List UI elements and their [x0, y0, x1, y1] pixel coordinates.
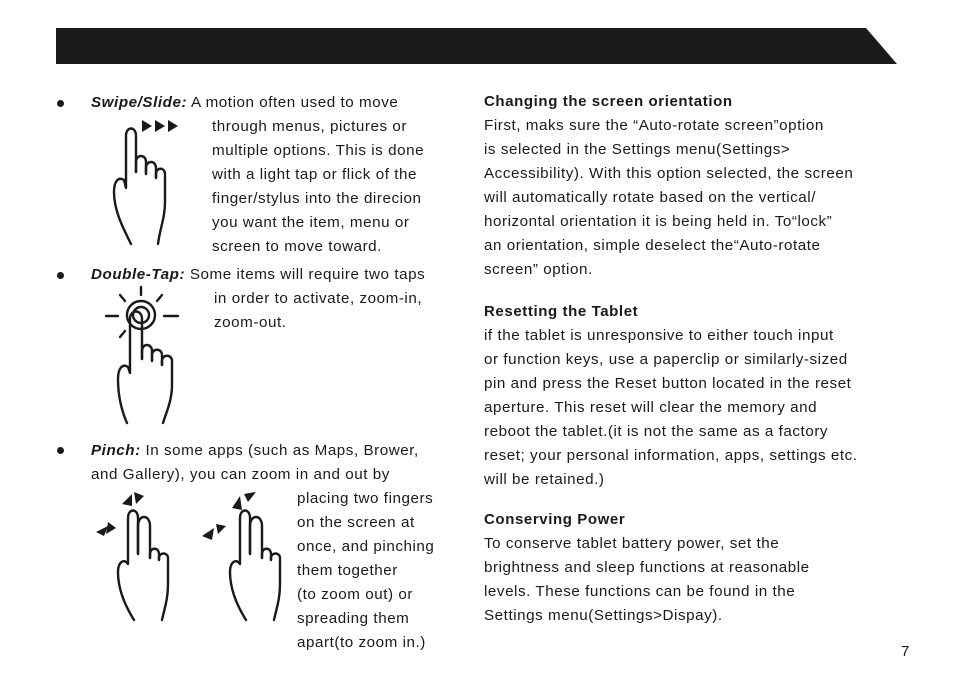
- section-text: or function keys, use a paperclip or similarly-sized: [484, 351, 848, 368]
- pinch-text: on the screen at: [297, 514, 415, 531]
- section-heading: Resetting the Tablet: [484, 303, 639, 320]
- bullet: [57, 100, 64, 107]
- pinch-text: and Gallery), you can zoom in and out by: [91, 466, 390, 483]
- double-tap-term: Double-Tap:: [91, 266, 186, 283]
- pinch-text: In some apps (such as Maps, Brower,: [145, 442, 419, 459]
- pinch-text: apart(to zoom in.): [297, 634, 426, 651]
- section-text: reset; your personal information, apps, settings etc.: [484, 447, 858, 464]
- double-tap-line-1: [91, 263, 425, 287]
- section-text: screen” option.: [484, 261, 593, 278]
- double-tap-text: zoom-out.: [214, 314, 287, 331]
- swipe-text: you want the item, menu or: [212, 214, 410, 231]
- swipe-hand-icon: [100, 110, 200, 250]
- section-text: levels. These functions can be found in the: [484, 583, 796, 600]
- section-text: Settings menu(Settings>Dispay).: [484, 607, 723, 624]
- swipe-text: finger/stylus into the direcion: [212, 190, 422, 207]
- swipe-text: screen to move toward.: [212, 238, 382, 255]
- section-text: reboot the tablet.(it is not the same as a factory: [484, 423, 829, 440]
- pinch-term: Pinch:: [91, 442, 141, 459]
- double-tap-text: Some items will require two taps: [189, 266, 426, 283]
- pinch-text: spreading them: [297, 610, 410, 627]
- section-text: will be retained.): [484, 471, 605, 488]
- swipe-term: Swipe/Slide:: [91, 94, 188, 111]
- section-text: aperture. This reset will clear the memory and: [484, 399, 818, 416]
- section-text: is selected in the Settings menu(Settings>: [484, 141, 791, 158]
- swipe-text: with a light tap or flick of the: [212, 166, 418, 183]
- swipe-text: A motion often used to move: [191, 94, 399, 111]
- section-text: Accessibility). With this option selected, the screen: [484, 165, 854, 182]
- pinch-text: placing two fingers: [297, 490, 434, 507]
- page-number: 7: [901, 643, 910, 660]
- pinch-line-1: [91, 439, 419, 463]
- swipe-text: multiple options. This is done: [212, 142, 425, 159]
- section-text: will automatically rotate based on the vertical/: [484, 189, 816, 206]
- section-text: pin and press the Reset button located in the reset: [484, 375, 852, 392]
- pinch-text: (to zoom out) or: [297, 586, 413, 603]
- section-heading: Conserving Power: [484, 511, 626, 528]
- section-heading: Changing the screen orientation: [484, 93, 733, 110]
- pinch-hands-icon: [84, 488, 294, 628]
- section-text: To conserve tablet battery power, set the: [484, 535, 780, 552]
- header-bar: [0, 0, 954, 80]
- double-tap-text: in order to activate, zoom-in,: [214, 290, 423, 307]
- bullet: [57, 272, 64, 279]
- section-text: an orientation, simple deselect the“Auto-rotate: [484, 237, 821, 254]
- section-text: if the tablet is unresponsive to either touch input: [484, 327, 834, 344]
- swipe-text: through menus, pictures or: [212, 118, 407, 135]
- pinch-text: them together: [297, 562, 398, 579]
- double-tap-hand-icon: [100, 285, 200, 430]
- bullet: [57, 447, 64, 454]
- section-text: horizontal orientation it is being held in. To“lock”: [484, 213, 833, 230]
- section-text: First, maks sure the “Auto-rotate screen”option: [484, 117, 824, 134]
- pinch-text: once, and pinching: [297, 538, 435, 555]
- section-text: brightness and sleep functions at reasonable: [484, 559, 810, 576]
